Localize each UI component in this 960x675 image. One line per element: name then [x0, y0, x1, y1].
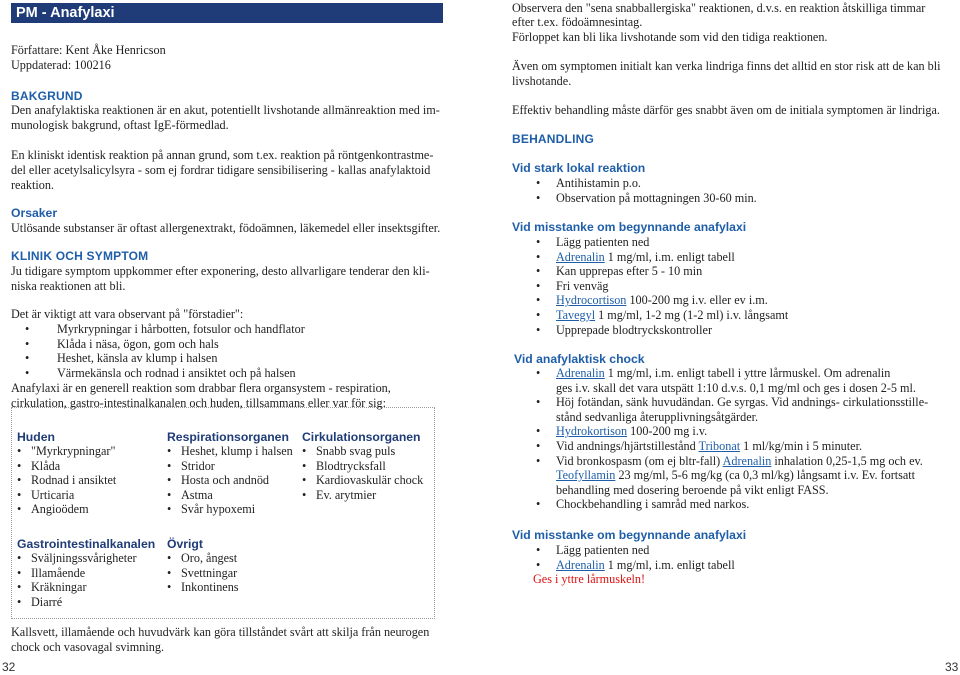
- item-text: 100-200 mg i.v.: [627, 424, 708, 439]
- heading-huden: Huden: [17, 430, 55, 444]
- list-item: • Lägg patienten ned: [536, 543, 735, 558]
- list-item: • Diarré: [17, 595, 137, 610]
- heading-cirk: Cirkulationsorganen: [302, 430, 421, 444]
- klinik-p3a: Anafylaxi är en generell reaktion som drabbar flera organsystem - respiration,: [11, 381, 391, 395]
- item-text: behandling med dosering beroende på vikt enligt FASS.: [556, 482, 829, 497]
- warning-text: Ges i yttre lårmuskeln!: [533, 572, 646, 586]
- misstanke-2-list: [536, 543, 735, 572]
- list-item: • Inkontinens: [167, 580, 239, 595]
- list-item: • Myrkrypningar i hårbotten, fotsulor och handflator: [25, 322, 305, 337]
- item-text: ges i.v. skall det vara utspätt 1:10 d.v.s. 0,1 mg/ml och ges i dosen 2-5 ml.: [556, 380, 916, 395]
- right-p2a: Även om symptomen initialt kan verka lindriga finns det alltid en stor risk att de kan bli: [512, 59, 941, 73]
- list-item: • Lägg patienten ned: [536, 235, 788, 250]
- heading-lokal: Vid stark lokal reaktion: [512, 161, 646, 175]
- item-text: 1 mg/ml, i.m. enligt tabell i yttre lårmuskel. Om adrenalin: [604, 366, 891, 380]
- right-p2b: livshotande.: [512, 74, 572, 88]
- heading-misstanke-1: Vid misstanke om begynnande anafylaxi: [512, 220, 747, 234]
- item-text: 1 ml/kg/min i 5 minuter.: [740, 438, 862, 453]
- list-item: [536, 454, 928, 498]
- list-item: [536, 558, 735, 573]
- heading-misstanke-2: Vid misstanke om begynnande anafylaxi: [512, 528, 747, 542]
- list-item: • Upprepade blodtryckskontroller: [536, 323, 788, 338]
- list-item: • Rodnad i ansiktet: [17, 473, 116, 488]
- footer-left-b: chock och vasovagal svimning.: [11, 640, 164, 654]
- list-item: • Ev. arytmier: [302, 488, 423, 503]
- footer-left-a: Kallsvett, illamående och huvudvärk kan göra tillståndet svårt att skilja från neurogen: [11, 625, 430, 639]
- list-item: • Urticaria: [17, 488, 116, 503]
- item-text: 100-200 mg i.v. eller ev i.m.: [626, 293, 768, 308]
- list-item: [536, 395, 928, 424]
- item-text: 1 mg/ml, i.m. enligt tabell: [604, 557, 735, 572]
- adrenalin-link[interactable]: Adrenalin: [722, 453, 772, 468]
- list-item: • Oro, ångest: [167, 551, 239, 566]
- heading-bakgrund: BAKGRUND: [11, 89, 83, 103]
- heading-gastro: Gastrointestinalkanalen: [17, 537, 156, 551]
- page-number-left: 32: [2, 660, 16, 674]
- teofyllamin-link[interactable]: Teofyllamin: [556, 468, 616, 483]
- right-p1a: Observera den "sena snabballergiska" reaktionen, d.v.s. en reaktion åtskilliga timmar: [512, 1, 926, 15]
- item-text: stånd sedvanliga återupplivningsåtgärder.: [556, 409, 759, 424]
- list-item: • Svettningar: [167, 566, 239, 581]
- tribonat-link[interactable]: Tribonat: [698, 438, 741, 453]
- list-item: [536, 424, 928, 439]
- list-item: • Hosta och andnöd: [167, 473, 293, 488]
- list-item: [536, 293, 788, 308]
- list-item: • Klåda i näsa, ögon, gom och hals: [25, 337, 305, 352]
- heading-resp: Respirationsorganen: [167, 430, 289, 444]
- bakgrund-p2a: En kliniskt identisk reaktion på annan grund, som t.ex. reaktion på röntgenkontrastme-: [11, 148, 434, 162]
- page-number-right: 33: [945, 660, 959, 674]
- list-item: • Astma: [167, 488, 293, 503]
- list-item: • Snabb svag puls: [302, 444, 423, 459]
- list-item: • Svår hypoxemi: [167, 502, 293, 517]
- bakgrund-p2b: del eller acetylsalicylsyra - som ej fordrar tidigare sensibilisering - kallas anafylaktoid: [11, 163, 431, 177]
- huden-list: [17, 444, 116, 517]
- misstanke-1-list: [536, 235, 788, 337]
- bakgrund-p1a: Den anafylaktiska reaktionen är en akut, potentiellt livshotande allmänreaktion med im-: [11, 103, 440, 117]
- list-item: • Blodtrycksfall: [302, 459, 423, 474]
- hydrokortison-link[interactable]: Hydrokortison: [556, 424, 628, 439]
- list-item: [536, 250, 788, 265]
- list-item: • Chockbehandling i samråd med narkos.: [536, 497, 928, 512]
- resp-list: [167, 444, 293, 517]
- gastro-list: [17, 551, 137, 609]
- item-text: Höj fotändan, sänk huvudändan. Ge syrgas. Vid andnings- cirkulationsstille-: [556, 395, 929, 410]
- orsaker-text: Utlösande substanser är oftast allergenextrakt, födoämnen, läkemedel eller insektsgifter.: [11, 221, 441, 235]
- klinik-p1b: niska reaktionen att bli.: [11, 279, 126, 293]
- list-item: • Kan upprepas efter 5 - 10 min: [536, 264, 788, 279]
- tavegyl-link[interactable]: Tavegyl: [556, 307, 596, 322]
- list-item: [536, 308, 788, 323]
- list-item: • Fri venväg: [536, 279, 788, 294]
- klinik-p1a: Ju tidigare symptom uppkommer efter exponering, desto allvarligare tenderar den kli-: [11, 264, 430, 278]
- updated-date: Uppdaterad: 100216: [11, 58, 111, 72]
- item-text: Vid bronkospasm (om ej bltr-fall): [556, 453, 723, 468]
- adrenalin-link[interactable]: Adrenalin: [556, 249, 605, 264]
- right-p3: Effektiv behandling måste därför ges snabbt även om de initiala symptomen är lindriga.: [512, 103, 940, 117]
- adrenalin-link[interactable]: Adrenalin: [556, 557, 605, 572]
- list-item: • Heshet, klump i halsen: [167, 444, 293, 459]
- heading-chock: Vid anafylaktisk chock: [514, 352, 645, 366]
- klinik-p3b: cirkulation, gastro-intestinalkanalen och huden, tillsammans eller var för sig:: [11, 396, 386, 410]
- list-item: • Stridor: [167, 459, 293, 474]
- item-text: 1 mg/ml, i.m. enligt tabell: [604, 249, 735, 264]
- list-item: • Angioödem: [17, 502, 116, 517]
- item-text: 23 mg/ml, 5-6 mg/kg (ca 0,3 ml/kg) långsamt i.v. Ev. fortsatt: [615, 468, 916, 483]
- list-item: • Antihistamin p.o.: [536, 176, 757, 191]
- list-item: [536, 439, 928, 454]
- item-text: inhalation 0,25-1,5 mg och ev.: [771, 453, 923, 468]
- item-text: Vid andnings/hjärtstillestånd: [556, 438, 699, 453]
- item-text: 1 mg/ml, 1-2 mg (1-2 ml) i.v. långsamt: [595, 307, 789, 322]
- bakgrund-p1b: munologisk bakgrund, oftast IgE-förmedlad.: [11, 118, 229, 132]
- heading-klinik: KLINIK OCH SYMPTOM: [11, 249, 149, 263]
- right-p1c: Förloppet kan bli lika livshotande som vid den tidiga reaktionen.: [512, 30, 828, 44]
- adrenalin-link[interactable]: Adrenalin: [556, 366, 605, 380]
- forstadier-list: [25, 322, 305, 380]
- klinik-p2: Det är viktigt att vara observant på "förstadier":: [11, 307, 244, 321]
- list-item: • Kardiovaskulär chock: [302, 473, 423, 488]
- list-item: [536, 366, 928, 395]
- bakgrund-p2c: reaktion.: [11, 178, 54, 192]
- heading-orsaker: Orsaker: [11, 206, 58, 220]
- ovrigt-list: [167, 551, 239, 595]
- chock-list: [536, 366, 928, 512]
- page-title: PM - Anafylaxi: [11, 3, 443, 23]
- list-item: • Heshet, känsla av klump i halsen: [25, 351, 305, 366]
- list-item: • Kräkningar: [17, 580, 137, 595]
- lokal-list: [536, 176, 757, 205]
- list-item: • Sväljningssvårigheter: [17, 551, 137, 566]
- heading-ovrigt: Övrigt: [167, 537, 203, 551]
- heading-behandling: BEHANDLING: [512, 132, 594, 146]
- hydrocortison-link[interactable]: Hydrocortison: [556, 293, 627, 308]
- list-item: • Observation på mottagningen 30-60 min.: [536, 191, 757, 206]
- cirk-list: [302, 444, 423, 502]
- list-item: • Värmekänsla och rodnad i ansiktet och på halsen: [25, 366, 305, 381]
- right-p1b: efter t.ex. födoämnesintag.: [512, 15, 643, 29]
- list-item: • "Myrkrypningar": [17, 444, 116, 459]
- list-item: • Illamående: [17, 566, 137, 581]
- author: Författare: Kent Åke Henricson: [11, 43, 166, 57]
- list-item: • Klåda: [17, 459, 116, 474]
